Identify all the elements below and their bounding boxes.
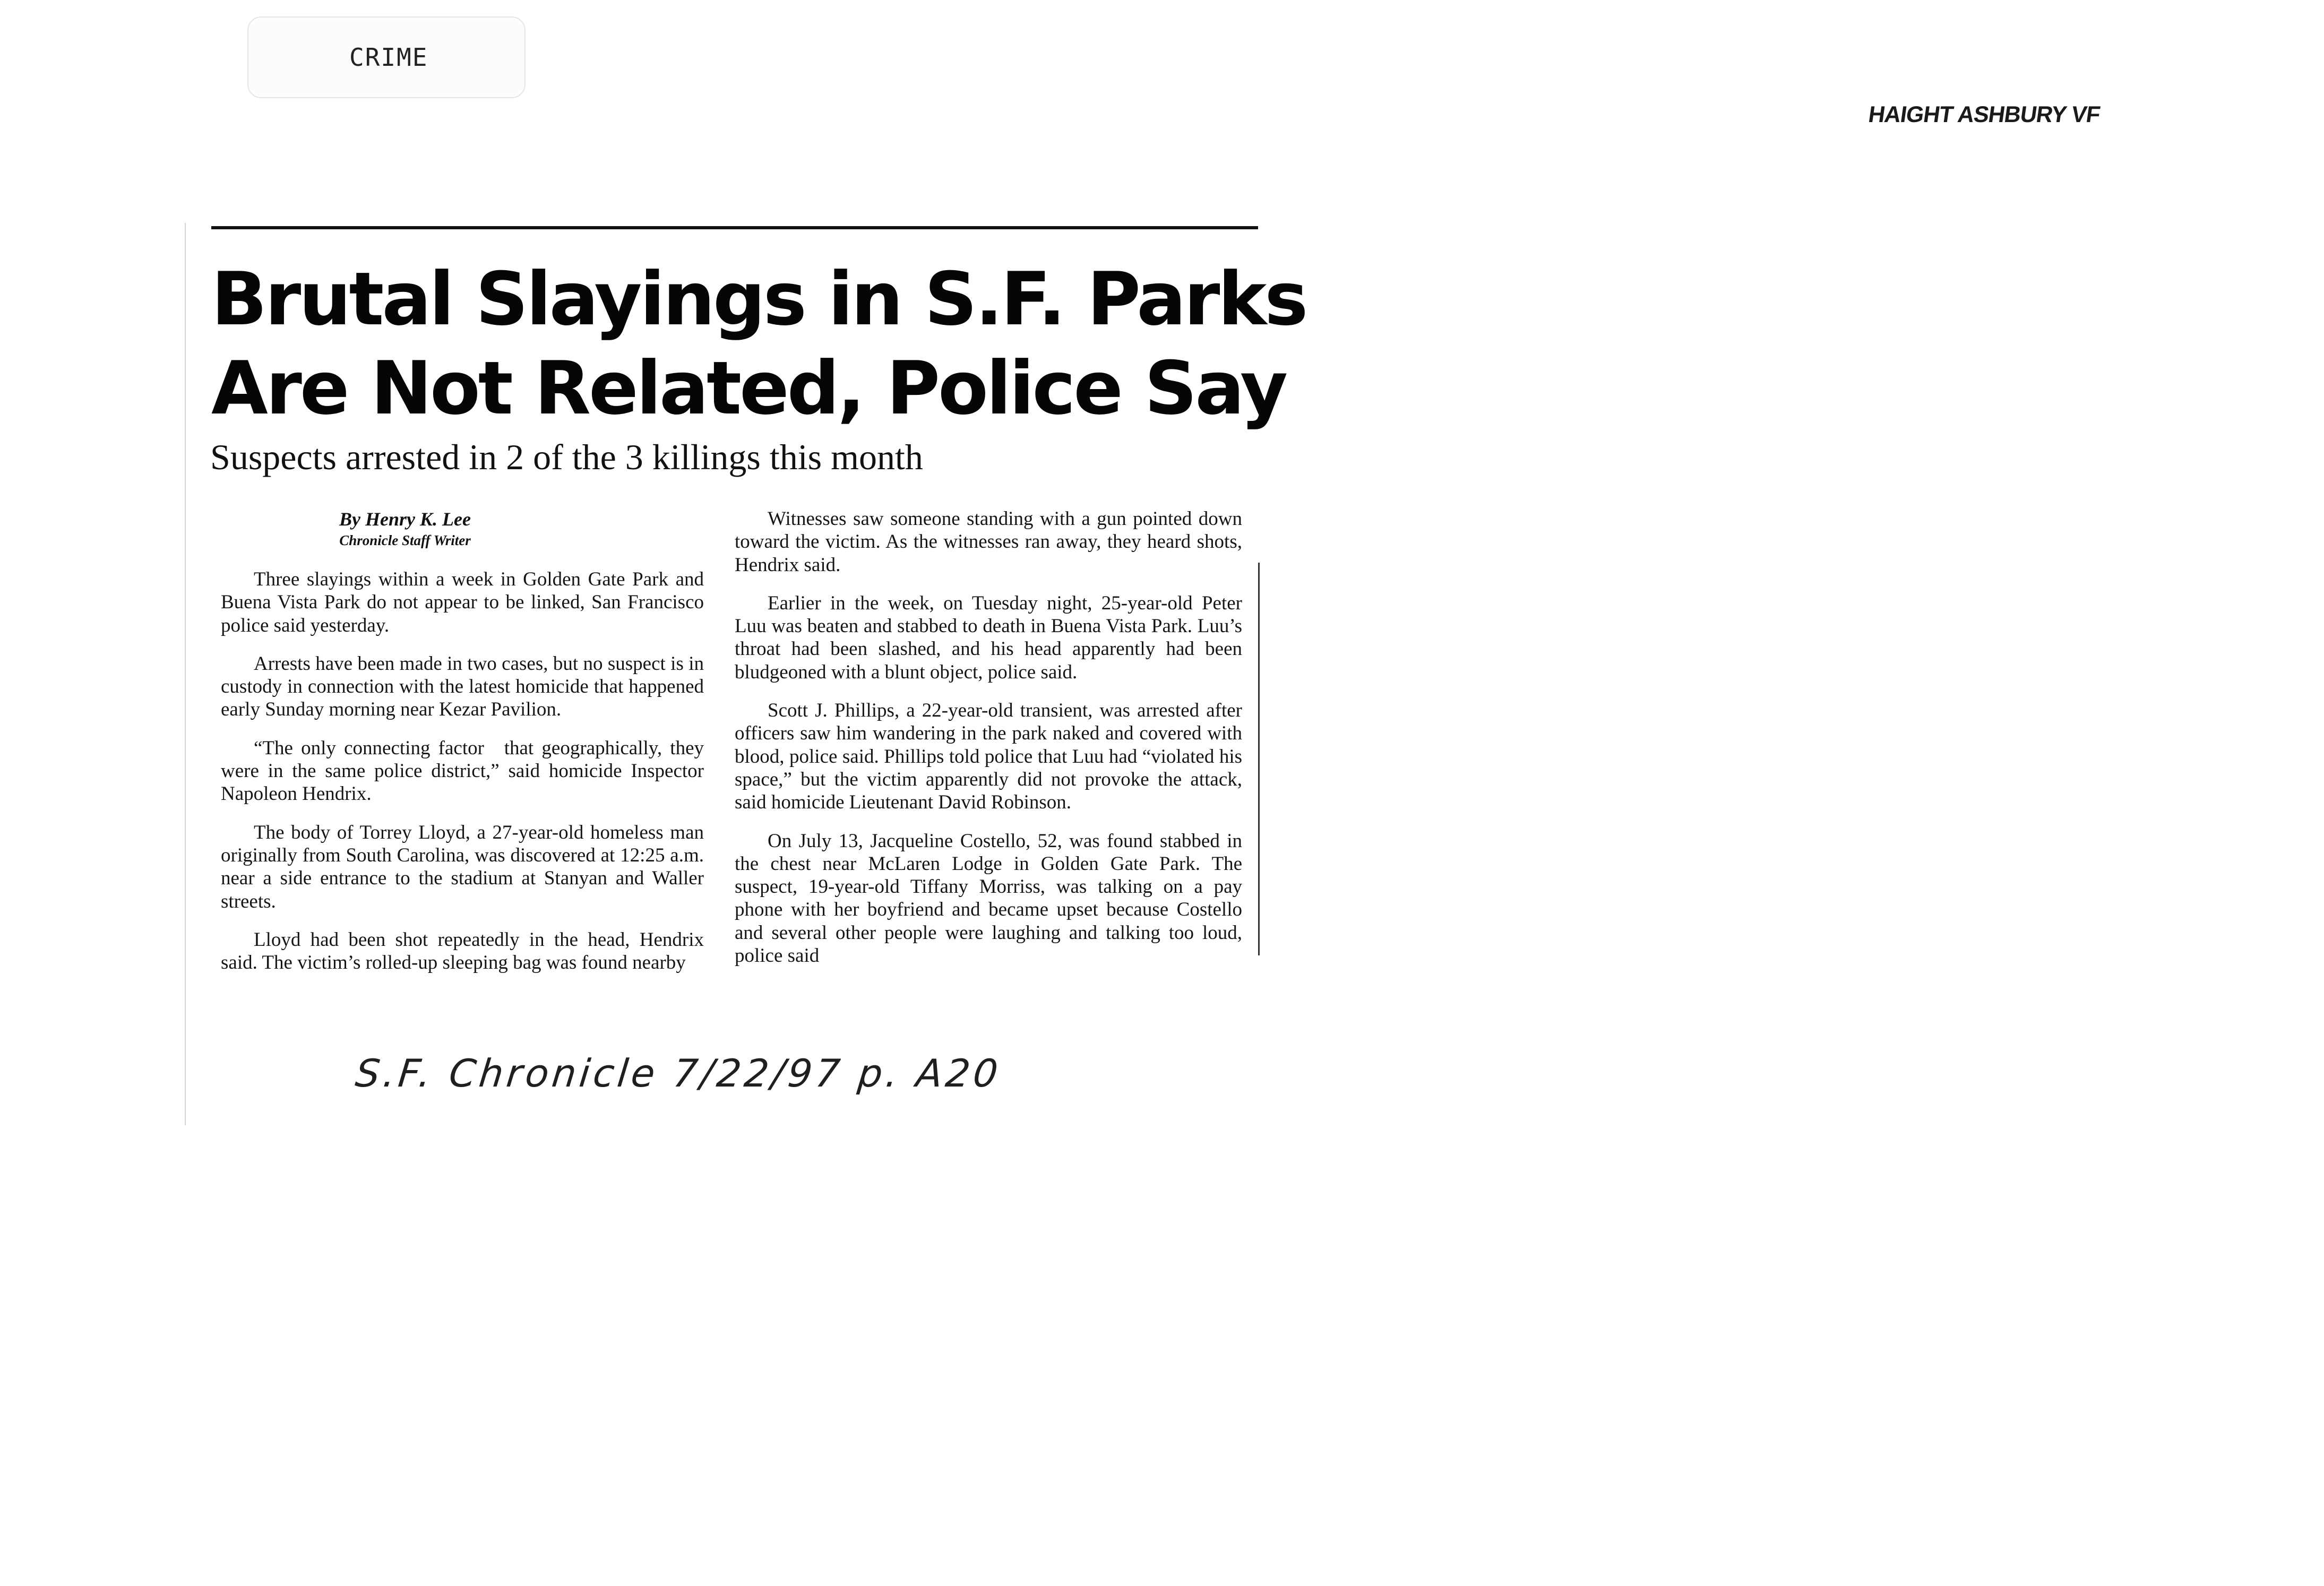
article-column-right — [735, 507, 1242, 982]
article-paragraph: Arrests have been made in two cases, but no suspect is in custody in connection with the latest homicide that happened early Sunday morning near Kezar Pavilion. — [221, 652, 704, 721]
folder-tab-text: CRIME — [349, 43, 428, 72]
clipping-left-edge — [185, 223, 186, 1125]
article-paragraph: Witnesses saw someone standing with a gun pointed down toward the victim. As the witnesses ran away, they heard shots, Hendrix said. — [735, 508, 1242, 576]
article-paragraph: Scott J. Phillips, a 22-year-old transient, was arrested after officers saw him wandering in the park naked and covered with blood, police said. Phillips told police that Luu had “violated his space,” but the victim apparently did not provoke the attack, said homicide Lieutenant David Robinson. — [735, 700, 1242, 814]
headline-line-1: Brutal Slayings in S.F. Parks — [211, 256, 1306, 342]
headline — [211, 255, 1306, 433]
article-column-left — [221, 568, 704, 989]
folder-tab-label — [247, 16, 526, 98]
article-paragraph: Earlier in the week, on Tuesday night, 25-year-old Peter Luu was beaten and stabbed to death in Buena Vista Park. Luu’s throat had been slashed, and his head apparently had been bludgeoned with a blunt object, police said. — [735, 592, 1242, 683]
byline-author: By Henry K. Lee — [339, 508, 471, 530]
article-paragraph: On July 13, Jacqueline Costello, 52, was found stabbed in the chest near McLaren Lodge in Golden Gate Park. The suspect, 19-year-old Tiffany Morriss, was talking on a pay phone with her boyfriend and became upset because Costello and several other people were laughing and talking too loud, police said — [735, 830, 1242, 967]
subheadline: Suspects arrested in 2 of the 3 killings this month — [210, 437, 923, 477]
headline-line-2: Are Not Related, Police Say — [211, 346, 1286, 431]
headline-rule — [211, 226, 1258, 229]
article-paragraph: Lloyd had been shot repeatedly in the head, Hendrix said. The victim’s rolled-up sleeping bag was found nearby — [221, 928, 704, 974]
article-paragraph: Three slayings within a week in Golden Gate Park and Buena Vista Park do not appear to be linked, San Francisco police said yesterday. — [221, 568, 704, 636]
article-paragraph: “The only connecting factor that geographically, they were in the same police district,” said homicide Inspector Napoleon Hendrix. — [221, 737, 704, 805]
clipping-right-edge — [1258, 563, 1260, 955]
byline — [222, 507, 588, 550]
file-label: HAIGHT ASHBURY VF — [1866, 102, 2102, 127]
newspaper-clipping — [185, 223, 1306, 1125]
article-paragraph: The body of Torrey Lloyd, a 27-year-old homeless man originally from South Carolina, was discovered at 12:25 a.m. near a side entrance to the stadium at Stanyan and Waller streets. — [221, 821, 704, 912]
byline-title: Chronicle Staff Writer — [339, 532, 471, 548]
handwritten-citation: S.F. Chronicle 7/22/97 p. A20 — [353, 1051, 1003, 1096]
